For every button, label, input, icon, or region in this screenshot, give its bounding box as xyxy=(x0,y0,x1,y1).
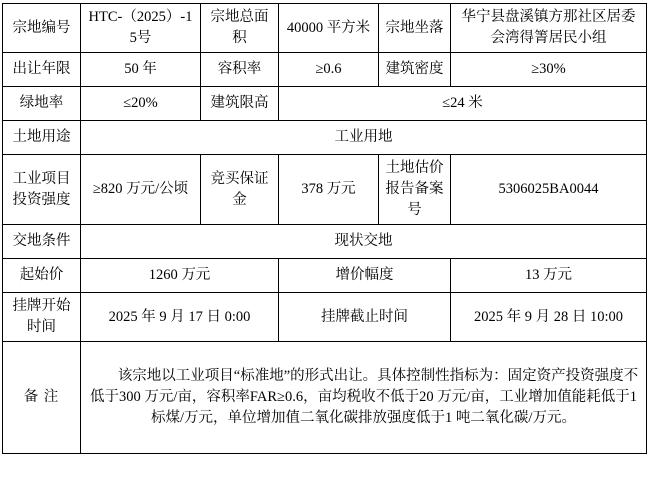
label-height-limit: 建筑限高 xyxy=(201,87,279,121)
value-parcel-area: 40000 平方米 xyxy=(279,4,379,53)
value-increment: 13 万元 xyxy=(451,259,647,293)
value-land-use: 工业用地 xyxy=(81,121,647,155)
label-increment: 增价幅度 xyxy=(279,259,451,293)
table-row xyxy=(3,87,647,121)
value-valuation-filing: 5306025BA0044 xyxy=(451,155,647,225)
label-floor-area-ratio: 容积率 xyxy=(201,53,279,87)
table-row xyxy=(3,4,647,53)
table-row xyxy=(3,121,647,155)
label-building-density: 建筑密度 xyxy=(379,53,451,87)
value-remarks: 该宗地以工业项目“标准地”的形式出让。具体控制性指标为：固定资产投资强度不低于300 万元/亩，容积率FAR≥0.6，亩均税收不低于20 万元/亩，工业增加值能耗低于1 标煤/万元，单位增加值二氧化碳排放强度低于1 吨二氧化碳/万元。 xyxy=(81,342,647,454)
label-valuation-filing: 土地估价报告备案号 xyxy=(379,155,451,225)
label-listing-start-time: 挂牌开始时间 xyxy=(3,293,81,342)
label-bid-deposit: 竞买保证金 xyxy=(201,155,279,225)
label-green-ratio: 绿地率 xyxy=(3,87,81,121)
label-land-use: 土地用途 xyxy=(3,121,81,155)
label-delivery-condition: 交地条件 xyxy=(3,225,81,259)
value-transfer-term: 50 年 xyxy=(81,53,201,87)
value-starting-price: 1260 万元 xyxy=(81,259,279,293)
value-green-ratio: ≤20% xyxy=(81,87,201,121)
value-building-density: ≥30% xyxy=(451,53,647,87)
value-delivery-condition: 现状交地 xyxy=(81,225,647,259)
label-remarks: 备 注 xyxy=(3,342,81,454)
value-bid-deposit: 378 万元 xyxy=(279,155,379,225)
label-listing-end-time: 挂牌截止时间 xyxy=(279,293,451,342)
label-transfer-term: 出让年限 xyxy=(3,53,81,87)
label-parcel-location: 宗地坐落 xyxy=(379,4,451,53)
value-parcel-location: 华宁县盘溪镇方那社区居委会湾得箐居民小组 xyxy=(451,4,647,53)
value-listing-end-time: 2025 年 9 月 28 日 10:00 xyxy=(451,293,647,342)
label-starting-price: 起始价 xyxy=(3,259,81,293)
table-row xyxy=(3,225,647,259)
table-row xyxy=(3,342,647,454)
value-listing-start-time: 2025 年 9 月 17 日 0:00 xyxy=(81,293,279,342)
table-row xyxy=(3,53,647,87)
table-row xyxy=(3,293,647,342)
label-investment-intensity: 工业项目投资强度 xyxy=(3,155,81,225)
value-height-limit: ≤24 米 xyxy=(279,87,647,121)
land-parcel-table xyxy=(2,3,647,454)
label-parcel-area: 宗地总面积 xyxy=(201,4,279,53)
label-parcel-number: 宗地编号 xyxy=(3,4,81,53)
value-parcel-number: HTC-（2025）-15号 xyxy=(81,4,201,53)
value-floor-area-ratio: ≥0.6 xyxy=(279,53,379,87)
table-row xyxy=(3,155,647,225)
table-row xyxy=(3,259,647,293)
value-investment-intensity: ≥820 万元/公顷 xyxy=(81,155,201,225)
